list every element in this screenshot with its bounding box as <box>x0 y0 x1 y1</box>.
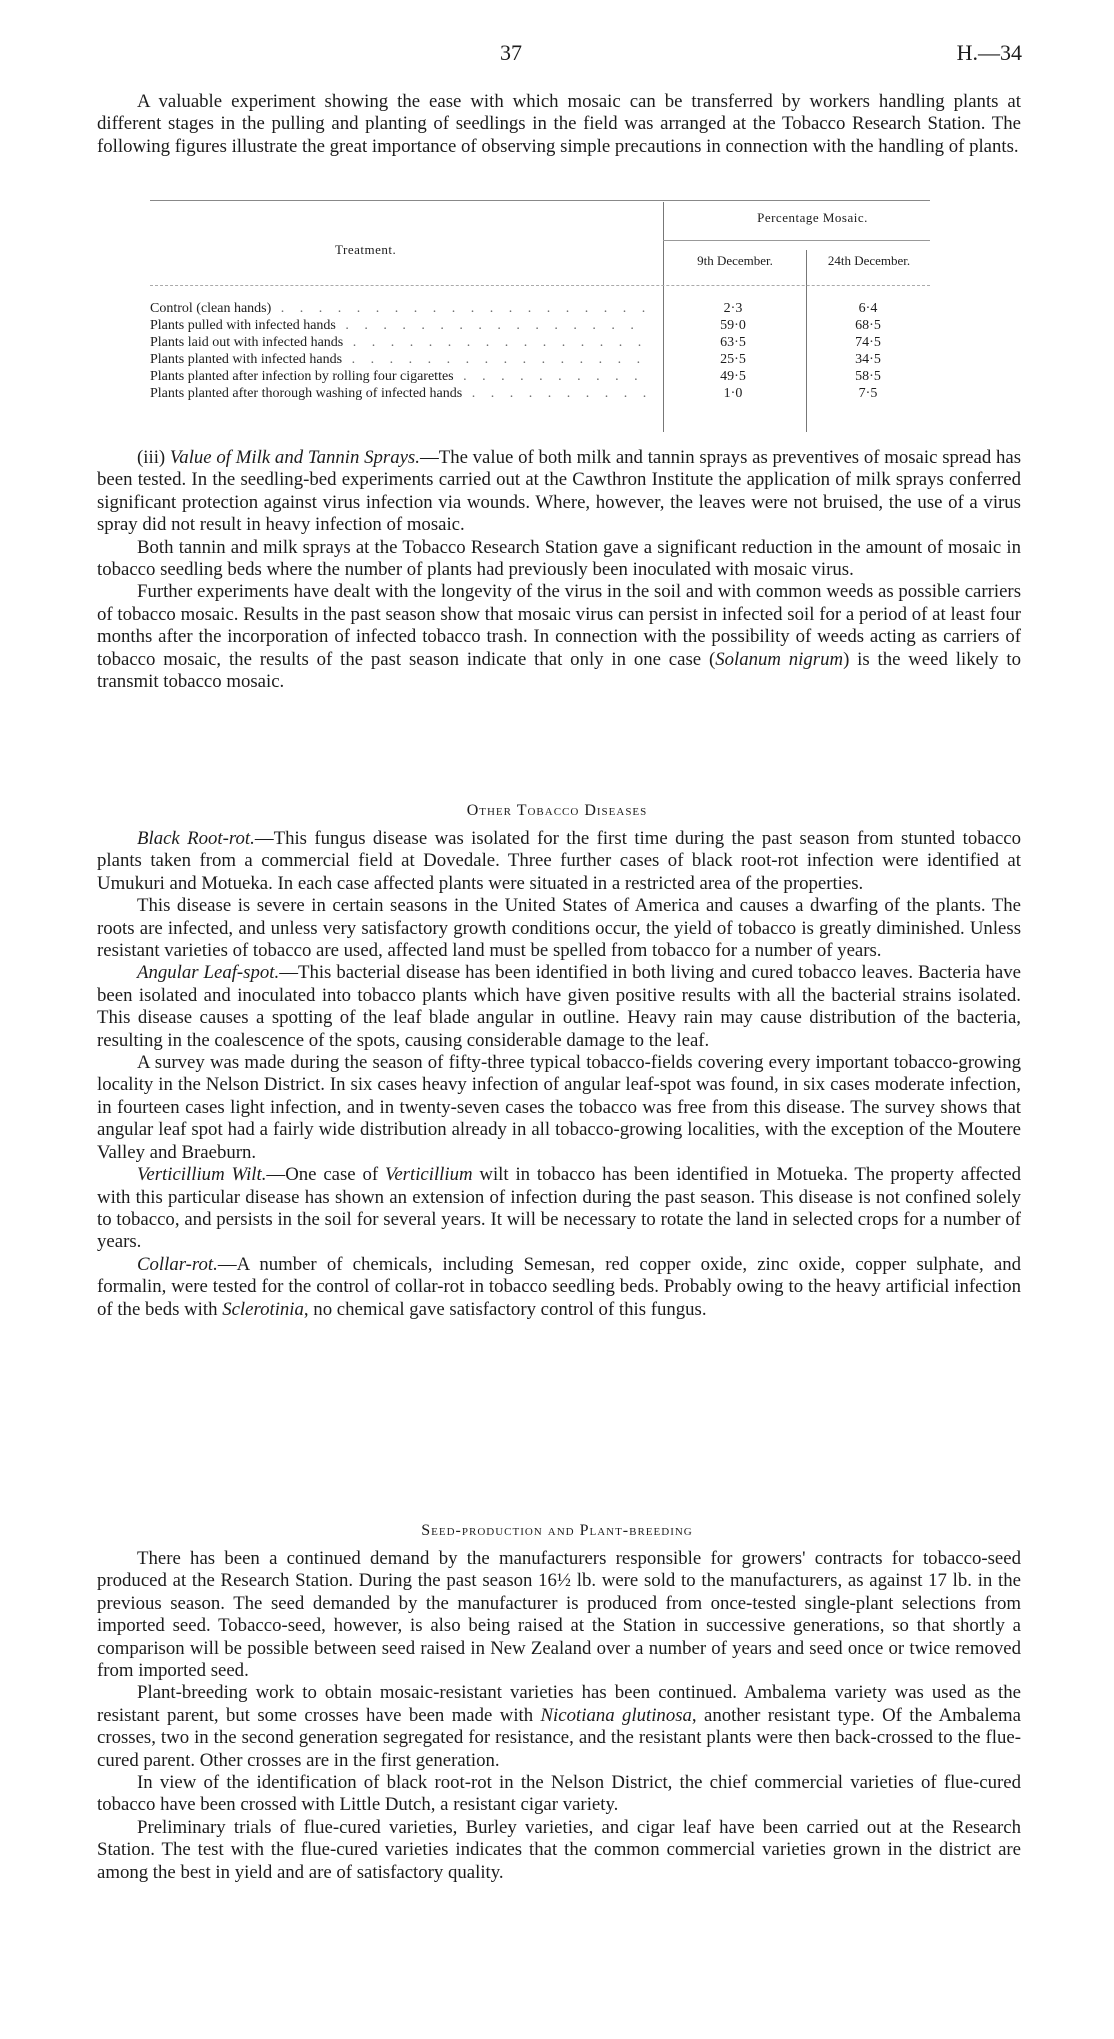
table-row <box>150 317 930 334</box>
disease-title: Collar-rot. <box>137 1253 218 1275</box>
seed-paragraph-3: In view of the identification of black root-rot in the Nelson District, the chief commercial varieties of flue-cured tobacco have been crossed with Little Dutch, a resistant cigar variety. <box>97 1772 1021 1816</box>
table-header-date-1: 9th December. <box>697 253 773 268</box>
value-cell-dec24: 7·5 <box>858 386 878 401</box>
treatment-cell: Plants laid out with infected hands . . . <box>150 334 650 351</box>
page-header <box>0 40 1114 74</box>
table-subheader-rule <box>663 240 930 241</box>
diseases-section <box>97 828 1021 1321</box>
value-cell-dec24: 6·4 <box>858 301 878 316</box>
collar-rot-paragraph <box>97 1254 1021 1321</box>
paragraph-text: —This bacterial disease has been identified in both living and cured tobacco leaves. Bacteria have been isolated and inoculated into tobacco plants which have given positive results with all the bacterial strains isolated. This disease causes a spotting of the leaf blade angular in outline. Heavy rain may cause distribution of the bacteria, resulting in the coalescence of the spots, causing considerable damage to the leaf. <box>97 962 1021 1051</box>
table-body <box>150 300 930 402</box>
seed-paragraph-2 <box>97 1682 1021 1772</box>
subsection-title: Value of Milk and Tannin Sprays. <box>169 447 420 468</box>
table-row <box>150 351 930 368</box>
table-header-date-2: 24th December. <box>827 253 911 268</box>
paragraph-text: —A number of chemicals, including Semesan, red copper oxide, zinc oxide, copper sulphate, and formalin, were tested for the control of collar-rot in tobacco seedling beds. Probably owing to the heavy artificial infection of the beds with <box>97 1253 1021 1320</box>
table-row <box>150 334 930 351</box>
species-name: Verticillium <box>384 1164 473 1186</box>
seed-paragraph-1: There has been a continued demand by the manufacturers responsible for growers' contracts for tobacco-seed produced at the Research Station. During the past season 16½ lb. were sold to the manufacturers, as against 17 lb. in the previous season. The seed demanded by the manufacturer is produced from once-tested single-plant selections from imported seed. Tobacco-seed, however, is also being raised at the Station in successive generations, so that shortly a comparison will be possible between seed raised in New Zealand over a number of years and seed once or twice removed from imported seed. <box>97 1548 1021 1682</box>
intro-section <box>97 91 1021 158</box>
black-root-rot-paragraph <box>97 828 1021 895</box>
sprays-paragraph-1 <box>97 447 1021 537</box>
paragraph-text: , no chemical gave satisfactory control of this fungus. <box>303 1298 707 1320</box>
table-header-rule <box>150 285 930 286</box>
value-cell-dec9: 2·3 <box>723 301 743 316</box>
species-name: Sclerotinia <box>222 1298 304 1320</box>
value-cell-dec24: 34·5 <box>855 352 881 367</box>
subsection-number: (iii) <box>137 447 170 468</box>
angular-leaf-spot-paragraph <box>97 962 1021 1052</box>
paragraph-text: , another resistant type. Of the Ambalema crosses, two in the second generation segregated for resistance, and the resistant plants were then back-crossed to the flue-cured parent. Other crosses are in the first generation. <box>97 1704 1021 1771</box>
paragraph-text: —One case of <box>266 1164 385 1186</box>
paragraph-text: —This fungus disease was isolated for the first time during the past season from stunted tobacco plants taken from a commercial field at Dovedale. Three further cases of black root-rot infection were identified at Umukuri and Motueka. In each case affected plants were situated in a restricted area of the properties. <box>97 828 1022 894</box>
mosaic-transfer-table <box>150 200 930 436</box>
value-cell-dec9: 59·0 <box>720 318 746 333</box>
table-row <box>150 368 930 385</box>
seed-paragraph-4: Preliminary trials of flue-cured varieties, Burley varieties, and cigar leaf have been carried out at the Research Station. The test with the flue-cured varieties indicates that the common commercial varieties grown in the district are among the best in yield and are of satisfactory quality. <box>97 1816 1021 1883</box>
table-row <box>150 385 930 402</box>
disease-title: Verticillium Wilt. <box>137 1164 267 1186</box>
page-number: 37 <box>500 40 522 65</box>
report-reference: H.—34 <box>956 40 1022 65</box>
seed-section <box>97 1548 1021 1884</box>
table-header-treatment: Treatment. <box>335 242 397 257</box>
value-cell-dec9: 63·5 <box>720 335 746 350</box>
angular-leaf-spot-paragraph-2: A survey was made during the season of fifty-three typical tobacco-fields covering every important tobacco-growing locality in the Nelson District. In six cases heavy infection of angular leaf-spot was found, in six cases moderate infection, in fourteen cases light infection, and in twenty-seven cases the tobacco was free from this disease. The survey shows that angular leaf spot had a fairly wide distribution already in all tobacco-growing localities, with the exception of the Moutere Valley and Braeburn. <box>97 1052 1021 1163</box>
paragraph-text: wilt in tobacco has been identified in Motueka. The property affected with this particular disease has shown an extension of infection during the past season. This disease is not confined solely to tobacco, and persists in the soil for several years. It will be necessary to rotate the land in selected crops for a number of years. <box>97 1164 1021 1253</box>
value-cell-dec9: 1·0 <box>723 386 743 401</box>
paragraph-text: —The value of both milk and tannin sprays as preventives of mosaic spread has been tested. In the seedling-bed experiments carried out at the Cawthron Institute the application of milk sprays conferred significant protection against virus infection via wounds. Where, however, the leaves were not bruised, the use of a virus spray did not result in heavy infection of mosaic. <box>97 447 1021 536</box>
paragraph-text: Plant-breeding work to obtain mosaic-resistant varieties has been continued. Ambalema variety was used as the resistant parent, but some crosses have been made with <box>97 1682 1021 1726</box>
value-cell-dec24: 74·5 <box>855 335 881 350</box>
intro-paragraph: A valuable experiment showing the ease with which mosaic can be transferred by workers handling plants at different stages in the pulling and planting of seedlings in the field was arranged at the Tobacco Research Station. The following figures illustrate the great importance of observing simple precautions in connection with the handling of plants. <box>97 91 1021 157</box>
black-root-rot-paragraph-2: This disease is severe in certain seasons in the United States of America and causes a dwarfing of the plants. The roots are infected, and unless very satisfactory growth conditions occur, the yield of tobacco is greatly diminished. Unless resistant varieties of tobacco are used, affected land must be spelled from tobacco for a number of years. <box>97 895 1021 962</box>
treatment-cell: Plants planted after thorough washing of infected hands . . . <box>150 385 650 402</box>
sprays-paragraph-2: Both tannin and milk sprays at the Tobacco Research Station gave a significant reduction in the amount of mosaic in tobacco seedling beds where the number of plants had previously been inoculated with mosaic virus. <box>97 536 1021 581</box>
treatment-cell: Plants planted with infected hands . . . <box>150 351 650 368</box>
treatment-cell: Control (clean hands) . . . <box>150 300 650 317</box>
disease-title: Black Root-rot. <box>137 828 255 849</box>
verticillium-wilt-paragraph <box>97 1164 1021 1254</box>
paragraph-text: Further experiments have dealt with the longevity of the virus in the soil and with common weeds as possible carriers of tobacco mosaic. Results in the past season show that mosaic virus can persist in infected soil for a period of at least four months after the incorporation of infected tobacco trash. In connection with the possibility of weeds acting as carriers of tobacco mosaic, the results of the past season indicate that only in one case ( <box>97 581 1021 670</box>
species-name: Nicotiana glutinosa <box>540 1704 692 1726</box>
section-heading-other-diseases: Other Tobacco Diseases <box>466 802 648 819</box>
species-name: Solanum nigrum <box>715 648 844 670</box>
value-cell-dec24: 68·5 <box>855 318 881 333</box>
value-cell-dec9: 25·5 <box>720 352 746 367</box>
sprays-section <box>97 447 1021 693</box>
value-cell-dec24: 58·5 <box>855 369 881 384</box>
disease-title: Angular Leaf-spot. <box>137 962 280 984</box>
section-heading-seed-production: Seed-production and Plant-breeding <box>421 1522 693 1539</box>
paragraph-text: ) is the weed likely to transmit tobacco mosaic. <box>97 648 1021 693</box>
table-row <box>150 300 930 317</box>
sprays-paragraph-3 <box>97 581 1021 693</box>
table-top-rule <box>150 200 930 201</box>
value-cell-dec9: 49·5 <box>720 369 746 384</box>
table-header-percentage: Percentage Mosaic. <box>757 210 868 225</box>
treatment-cell: Plants pulled with infected hands . . . <box>150 317 650 334</box>
treatment-cell: Plants planted after infection by rolling four cigarettes . . . <box>150 368 650 385</box>
